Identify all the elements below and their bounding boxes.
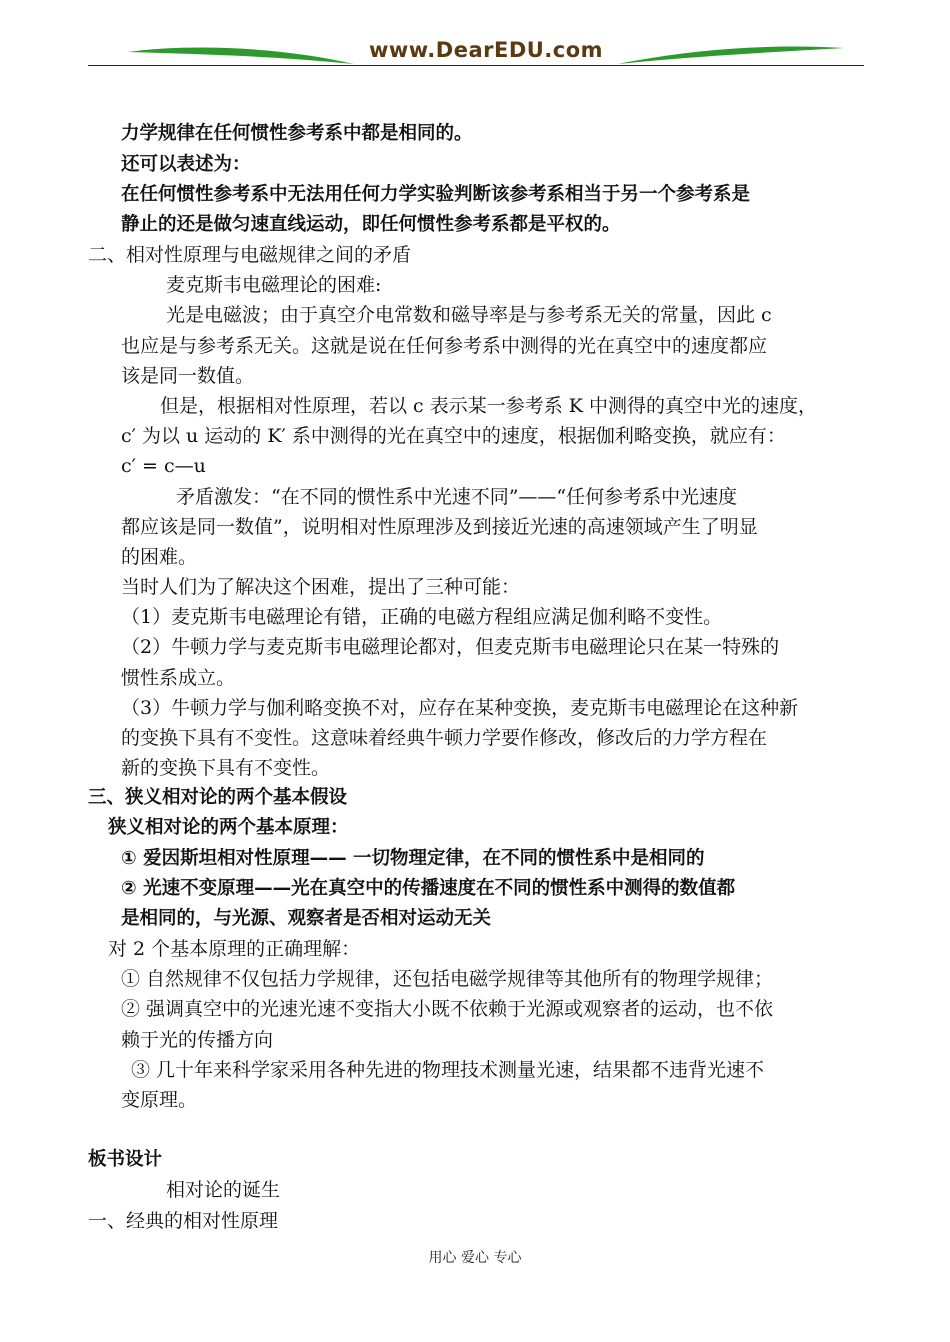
page-footer: 用心 爱心 专心 xyxy=(428,1250,522,1266)
text-line: 但是，根据相对性原理，若以 c 表示某一参考系 K 中测得的真空中光的速度， xyxy=(160,395,817,417)
text-line: 相对论的诞生 xyxy=(166,1179,281,1201)
text-line: 在任何惯性参考系中无法用任何力学实验判断该参考系相当于另一个参考系是 xyxy=(121,184,751,205)
text-line: 都应该是同一数值”，说明相对性原理涉及到接近光速的高速领域产生了明显 xyxy=(121,516,758,538)
site-header xyxy=(88,34,864,70)
text-line: 矛盾激发：“在不同的惯性系中光速不同”——“任何参考系中光速度 xyxy=(176,486,738,508)
site-logo-text: www.DearEDU.com xyxy=(368,38,604,62)
text-line: 是相同的，与光源、观察者是否相对运动无关 xyxy=(121,908,492,929)
text-line: 变原理。 xyxy=(121,1089,198,1111)
text-line: 光是电磁波；由于真空介电常数和磁导率是与参考系无关的常量，因此 c xyxy=(166,304,772,326)
text-line: 还可以表述为： xyxy=(121,154,251,175)
text-line: 也应是与参考系无关。这就是说在任何参考系中测得的光在真空中的速度都应 xyxy=(121,335,768,357)
section-heading: 三、狭义相对论的两个基本假设 xyxy=(88,787,348,808)
list-item: （3）牛顿力学与伽利略变换不对，应存在某种变换，麦克斯韦电磁理论在这种新 xyxy=(121,697,799,719)
text-line: 新的变换下具有不变性。 xyxy=(121,757,331,779)
list-item: ② 光速不变原理——光在真空中的传播速度在不同的惯性系中测得的数值都 xyxy=(121,878,736,899)
list-item: ① 爱因斯坦相对性原理—— 一切物理定律，在不同的惯性系中是相同的 xyxy=(121,848,705,869)
list-item: ① 自然规律不仅包括力学规律，还包括电磁学规律等其他所有的物理学规律； xyxy=(121,968,774,990)
list-item: （2）牛顿力学与麦克斯韦电磁理论都对，但麦克斯韦电磁理论只在某一特殊的 xyxy=(121,636,780,658)
section-heading: 板书设计 xyxy=(88,1149,163,1170)
text-line: 麦克斯韦电磁理论的困难: xyxy=(166,274,382,296)
equation-line: c′ = c—u xyxy=(121,455,206,477)
text-line: 当时人们为了解决这个困难，提出了三种可能： xyxy=(121,576,521,598)
text-line: 该是同一数值。 xyxy=(121,365,255,387)
list-item: ③ 几十年来科学家采用各种先进的物理技术测量光速，结果都不违背光速不 xyxy=(131,1059,765,1081)
text-line: 力学规律在任何惯性参考系中都是相同的。 xyxy=(121,123,473,144)
text-line: 静止的还是做匀速直线运动，即任何惯性参考系都是平权的。 xyxy=(121,214,621,235)
text-line: 惯性系成立。 xyxy=(121,667,236,689)
text-line: 的变换下具有不变性。这意味着经典牛顿力学要作修改，修改后的力学方程在 xyxy=(121,727,768,749)
list-item: （1）麦克斯韦电磁理论有错，正确的电磁方程组应满足伽利略不变性。 xyxy=(121,606,723,628)
text-line: 赖于光的传播方向 xyxy=(121,1029,274,1051)
text-line: 一、经典的相对性原理 xyxy=(88,1210,279,1232)
section-heading: 二、相对性原理与电磁规律之间的矛盾 xyxy=(88,244,412,266)
text-line: 狭义相对论的两个基本原理： xyxy=(108,817,349,838)
text-line: 的困难。 xyxy=(121,546,198,568)
list-item: ② 强调真空中的光速光速不变指大小既不依赖于光源或观察者的运动，也不依 xyxy=(121,998,774,1020)
text-line: c′ 为以 u 运动的 K′ 系中测得的光在真空中的速度，根据伽利略变换，就应有： xyxy=(121,425,786,447)
text-line: 对 2 个基本原理的正确理解： xyxy=(108,938,361,960)
header-rule xyxy=(88,65,864,66)
